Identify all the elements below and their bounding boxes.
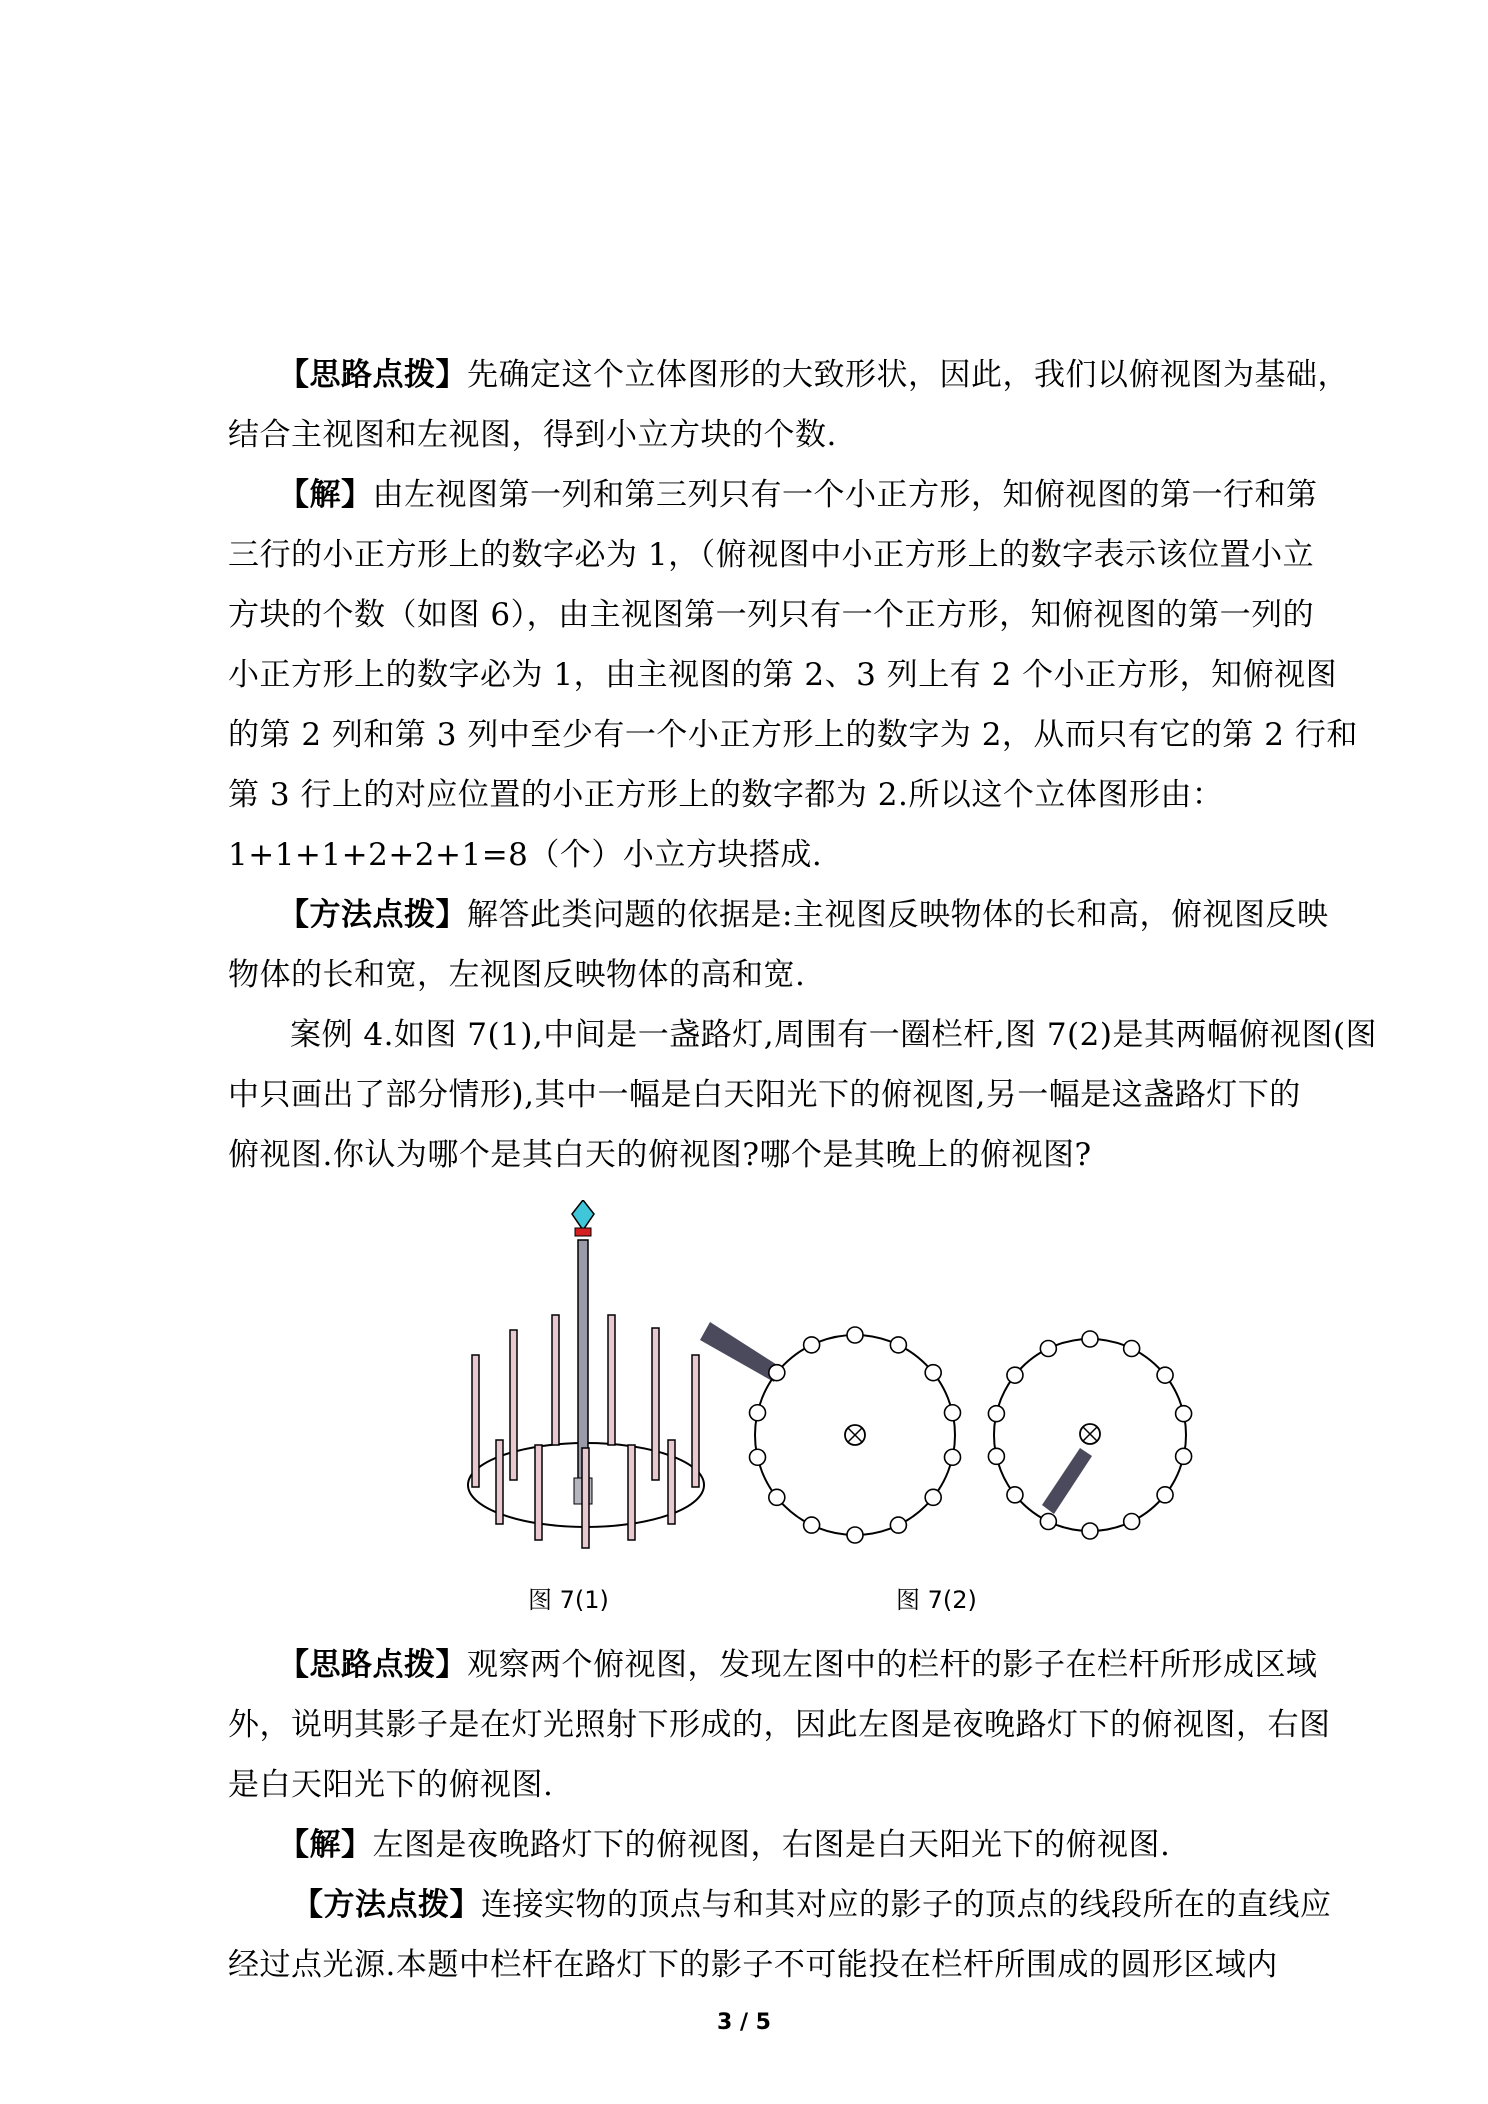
paragraph-line — [292, 1885, 1332, 1925]
lamp-and-railing-figure — [468, 1200, 704, 1548]
paragraph-line: 物体的长和宽，左视图反映物体的高和宽. — [228, 957, 806, 993]
paragraph-line: 结合主视图和左视图，得到小立方块的个数. — [228, 417, 837, 453]
paragraph-line — [278, 895, 1329, 935]
railing-shadow — [1042, 1448, 1092, 1514]
railing-bar — [582, 1448, 589, 1548]
paragraph-line: 三行的小正方形上的数字必为 1，（俯视图中小正方形上的数字表示该位置小立 — [228, 537, 1315, 573]
railing-bar — [552, 1315, 559, 1445]
railing-post — [804, 1517, 820, 1533]
page-number: 3 / 5 — [717, 2010, 771, 2035]
lamp-head — [572, 1200, 594, 1230]
railing-bar — [692, 1355, 699, 1487]
paragraph-line: 方块的个数（如图 6），由主视图第一列只有一个正方形，知俯视图的第一列的 — [228, 597, 1315, 633]
section-tag: 【方法点拨】 — [292, 1887, 481, 1923]
paragraph-text: 观察两个俯视图，发现左图中的栏杆的影子在栏杆所形成区域 — [467, 1647, 1318, 1683]
railing-bar — [668, 1440, 675, 1524]
railing-post — [925, 1489, 941, 1505]
railing-post — [847, 1327, 863, 1343]
figure-caption-left: 图 7(1) — [528, 1586, 609, 1614]
railing-post — [1040, 1341, 1056, 1357]
railing-post — [1082, 1523, 1098, 1539]
figure-caption-right: 图 7(2) — [896, 1586, 977, 1614]
railing-bar — [510, 1330, 517, 1480]
lamp-center-mark — [845, 1425, 865, 1445]
paragraph-text: 解答此类问题的依据是:主视图反映物体的长和高，俯视图反映 — [467, 897, 1329, 933]
paragraph-line: 案例 4.如图 7(1),中间是一盏路灯,周围有一圈栏杆,图 7(2)是其两幅俯视图(图 — [290, 1017, 1378, 1053]
paragraph-line — [278, 1825, 1318, 1865]
section-tag: 【解】 — [278, 477, 373, 513]
railing-post — [847, 1527, 863, 1543]
paragraph-line — [278, 475, 1318, 515]
railing-post — [1082, 1331, 1098, 1347]
paragraph-line: 经过点光源.本题中栏杆在路灯下的影子不可能投在栏杆所围成的圆形区域内 — [228, 1947, 1278, 1983]
section-tag: 【方法点拨】 — [278, 897, 467, 933]
paragraph-line: 小正方形上的数字必为 1，由主视图的第 2、3 列上有 2 个小正方形，知俯视图 — [228, 657, 1338, 693]
figure-7 — [460, 1200, 1220, 1580]
paragraph-line: 外，说明其影子是在灯光照射下形成的，因此左图是夜晚路灯下的俯视图，右图 — [228, 1707, 1331, 1743]
railing-post — [1157, 1367, 1173, 1383]
railing-post — [750, 1449, 766, 1465]
railing-post — [890, 1337, 906, 1353]
paragraph-line: 俯视图.你认为哪个是其白天的俯视图?哪个是其晚上的俯视图? — [228, 1137, 1092, 1173]
paragraph-line: 中只画出了部分情形),其中一幅是白天阳光下的俯视图,另一幅是这盏路灯下的 — [228, 1077, 1301, 1113]
railing-post — [1124, 1513, 1140, 1529]
railing-bar — [472, 1355, 479, 1487]
paragraph-text: 左图是夜晚路灯下的俯视图，右图是白天阳光下的俯视图. — [372, 1827, 1171, 1863]
railing-post — [988, 1448, 1004, 1464]
paragraph-text: 连接实物的顶点与和其对应的影子的顶点的线段所在的直线应 — [481, 1887, 1332, 1923]
railing-bar — [535, 1445, 542, 1540]
railing-post — [1007, 1367, 1023, 1383]
railing-post — [925, 1365, 941, 1381]
paragraph-line: 1+1+1+2+2+1=8（个）小立方块搭成. — [228, 837, 823, 873]
night-top-view — [700, 1322, 960, 1543]
railing-post — [1176, 1448, 1192, 1464]
paragraph-line — [278, 1645, 1318, 1685]
railing-bar — [496, 1440, 503, 1524]
railing-post — [944, 1449, 960, 1465]
paragraph-line: 是白天阳光下的俯视图. — [228, 1767, 554, 1803]
railing-post — [1040, 1513, 1056, 1529]
railing-post — [769, 1365, 785, 1381]
section-tag: 【解】 — [278, 1827, 373, 1863]
railing-post — [1124, 1341, 1140, 1357]
railing-post — [804, 1337, 820, 1353]
paragraph-line — [278, 355, 1349, 395]
railing-post — [944, 1405, 960, 1421]
section-tag: 【思路点拨】 — [278, 357, 467, 393]
paragraph-line: 的第 2 列和第 3 列中至少有一个小正方形上的数字为 2，从而只有它的第 2 行和 — [228, 717, 1358, 753]
paragraph-text: 由左视图第一列和第三列只有一个小正方形，知俯视图的第一行和第 — [372, 477, 1318, 513]
railing-post — [769, 1489, 785, 1505]
paragraph-text: 先确定这个立体图形的大致形状，因此，我们以俯视图为基础， — [467, 357, 1349, 393]
lamp-collar — [575, 1228, 591, 1236]
lamp-center-mark — [1080, 1424, 1100, 1444]
railing-post — [1176, 1406, 1192, 1422]
railing-bar — [608, 1315, 615, 1445]
section-tag: 【思路点拨】 — [278, 1647, 467, 1683]
paragraph-line: 第 3 行上的对应位置的小正方形上的数字都为 2.所以这个立体图形由： — [228, 777, 1224, 813]
railing-post — [1007, 1487, 1023, 1503]
railing-bar — [652, 1328, 659, 1480]
railing-post — [750, 1405, 766, 1421]
railing-post — [1157, 1487, 1173, 1503]
railing-post — [890, 1517, 906, 1533]
day-top-view — [988, 1331, 1191, 1539]
railing-post — [988, 1406, 1004, 1422]
railing-bar — [628, 1445, 635, 1540]
